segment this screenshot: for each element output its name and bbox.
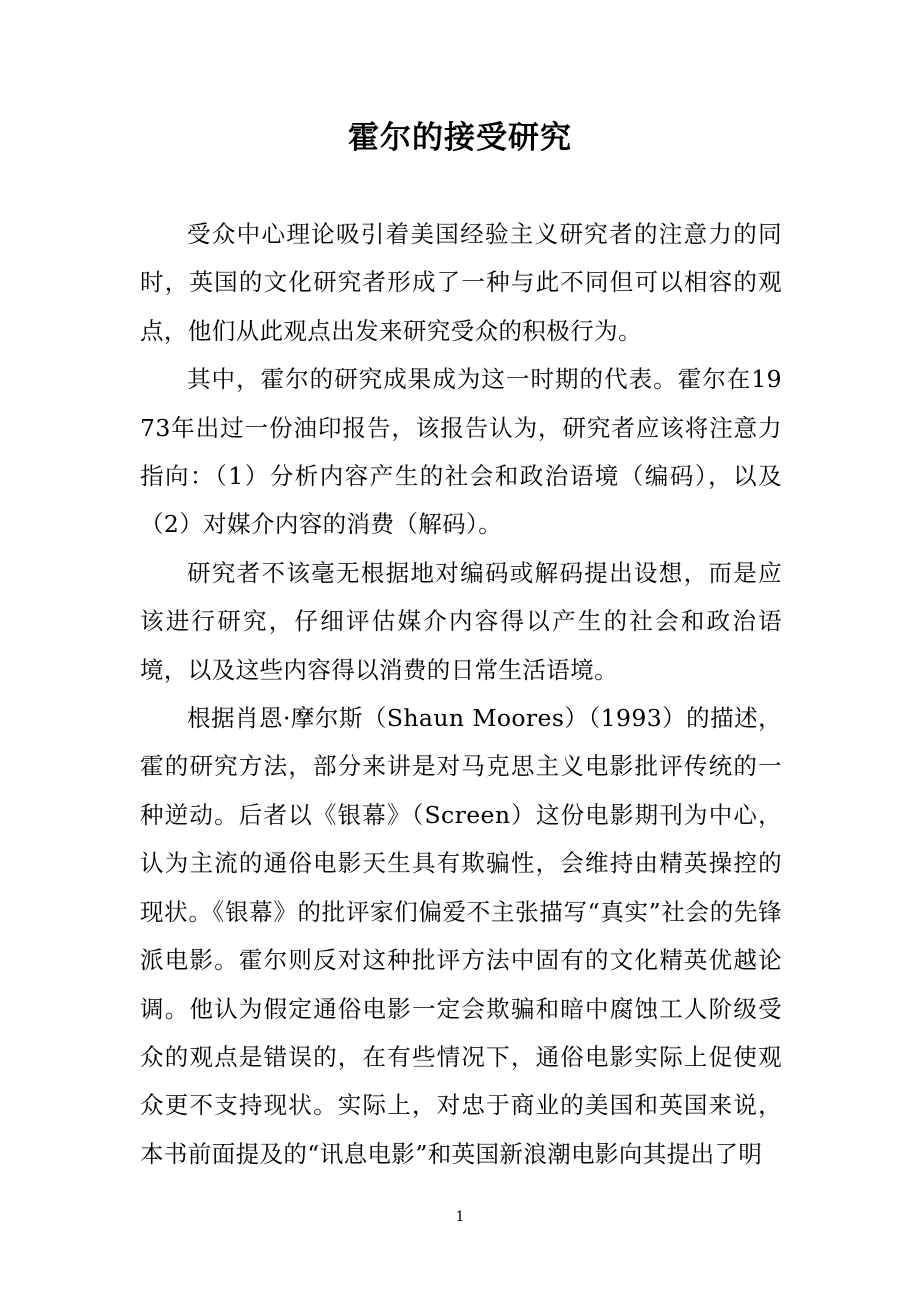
document-body xyxy=(140,210,782,1178)
paragraph-3: 研究者不该毫无根据地对编码或解码提出设想，而是应该进行研究，仔细评估媒介内容得以产生的社会和政治语境，以及这些内容得以消费的日常生活语境。 xyxy=(140,558,782,684)
paragraph-4: 根据肖恩·摩尔斯（Shaun Moores）（1993）的描述，霍的研究方法，部分来讲是对马克思主义电影批评传统的一种逆动。后者以《银幕》（Screen）这份电影期刊为中心，认为主流的通俗电影天生具有欺骗性，会维持由精英操控的现状。《银幕》的批评家们偏爱不主张描写“真实”社会的先锋派电影。霍尔则反对这种批评方法中固有的文化精英优越论调。他认为假定通俗电影一定会欺骗和暗中腐蚀工人阶级受众的观点是错误的，在有些情况下，通俗电影实际上促使观众更不支持现状。实际上，对忠于商业的美国和英国来说，本书前面提及的“讯息电影”和英国新浪潮电影向其提出了明 xyxy=(140,704,782,1168)
page-number: 1 xyxy=(455,1209,465,1225)
paragraph-1: 受众中心理论吸引着美国经验主义研究者的注意力的同时，英国的文化研究者形成了一种与此不同但可以相容的观点，他们从此观点出发来研究受众的积极行为。 xyxy=(140,220,782,345)
document-title: 霍尔的接受研究 xyxy=(348,120,572,156)
paragraph-2: 其中，霍尔的研究成果成为这一时期的代表。霍尔在1973年出过一份油印报告，该报告认为，研究者应该将注意力指向：（1）分析内容产生的社会和政治语境（编码），以及（2）对媒介内容的消费（解码）。 xyxy=(140,365,782,539)
